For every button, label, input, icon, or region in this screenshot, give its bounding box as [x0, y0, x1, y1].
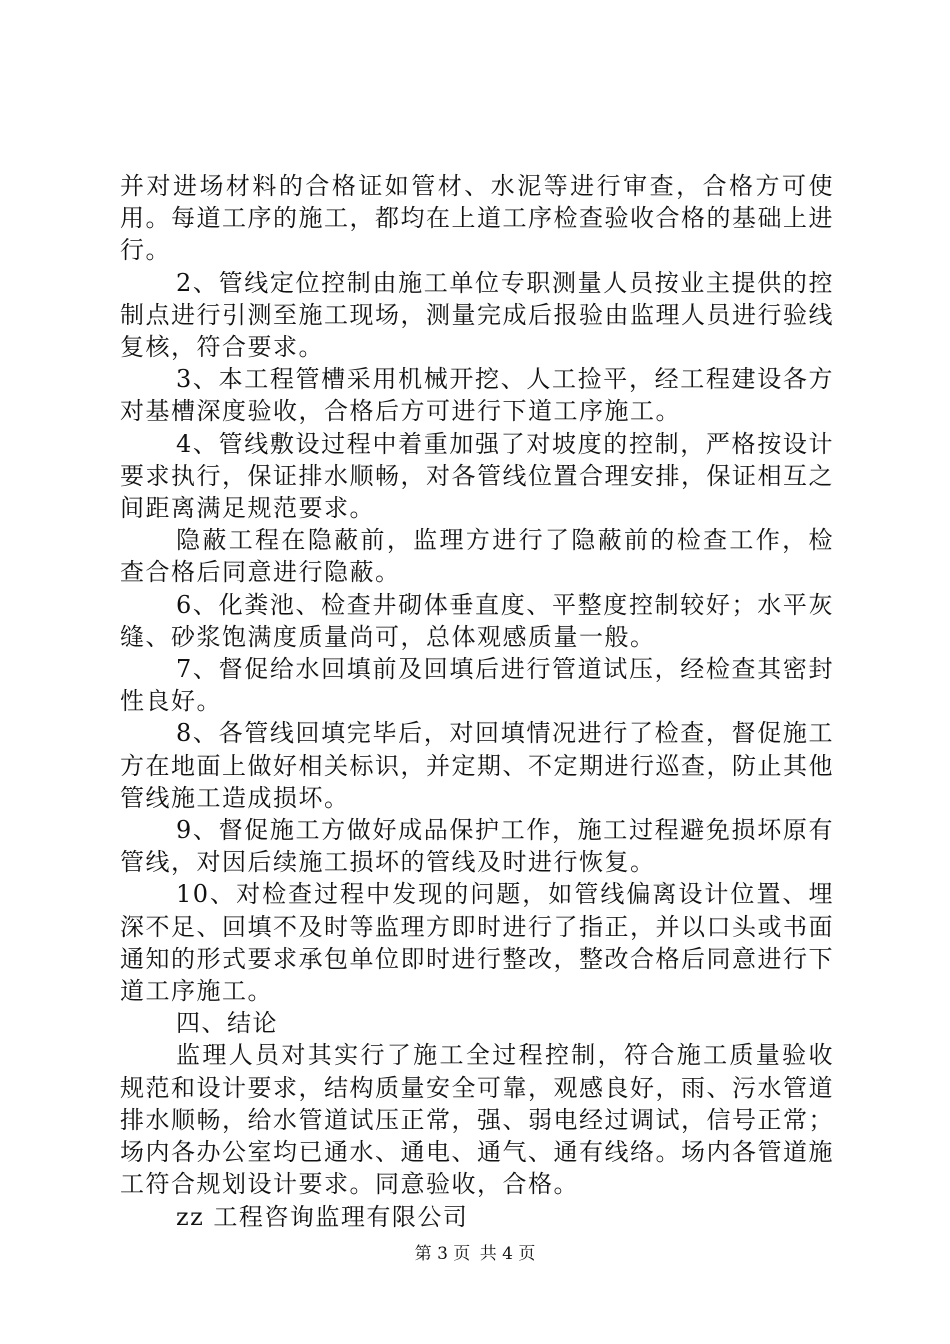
- paragraph-item-6: 6、化粪池、检查井砌体垂直度、平整度控制较好；水平灰缝、砂浆饱满度质量尚可，总体观感质量一般。: [120, 590, 834, 651]
- paragraph-item-3: 3、本工程管槽采用机械开挖、人工捡平，经工程建设各方对基槽深度验收，合格后方可进行下道工序施工。: [120, 365, 834, 426]
- paragraph-conclusion: 监理人员对其实行了施工全过程控制，符合施工质量验收规范和设计要求，结构质量安全可靠，观感良好，雨、污水管道排水顺畅，给水管道试压正常，强、弱电经过调试，信号正常；场内各办公室均已通水、通电、通气、通有线络。场内各管道施工符合规划设计要求。同意验收，合格。: [120, 1041, 834, 1199]
- paragraph-item-2: 2、管线定位控制由施工单位专职测量人员按业主提供的控制点进行引测至施工现场，测量完成后报验由监理人员进行验线复核，符合要求。: [120, 268, 834, 362]
- paragraph-item-10: 10、对检查过程中发现的问题，如管线偏离设计位置、埋深不足、回填不及时等监理方即时进行了指正，并以口头或书面通知的形式要求承包单位即时进行整改，整改合格后同意进行下道工序施工。: [120, 880, 834, 1006]
- document-body: [120, 170, 834, 1233]
- company-signature: zz 工程咨询监理有限公司: [176, 1202, 469, 1231]
- current-page-number: 第 3 页: [414, 1244, 471, 1264]
- paragraph-hidden-works: 隐蔽工程在隐蔽前，监理方进行了隐蔽前的检查工作，检查合格后同意进行隐蔽。: [120, 526, 834, 587]
- paragraph-item-8: 8、各管线回填完毕后，对回填情况进行了检查，督促施工方在地面上做好相关标识，并定期、不定期进行巡查，防止其他管线施工造成损坏。: [120, 719, 834, 812]
- paragraph-item-7: 7、督促给水回填前及回填后进行管道试压，经检查其密封性良好。: [120, 655, 834, 716]
- paragraph-continued: 并对进场材料的合格证如管材、水泥等进行审查，合格方可使用。每道工序的施工，都均在上道工序检查验收合格的基础上进行。: [120, 172, 834, 265]
- section-heading-conclusion: 四、结论: [176, 1009, 278, 1038]
- paragraph-item-4: 4、管线敷设过程中着重加强了对坡度的控制，严格按设计要求执行，保证排水顺畅，对各管线位置合理安排，保证相互之间距离满足规范要求。: [120, 429, 834, 523]
- page-footer: [0, 1243, 950, 1265]
- paragraph-item-9: 9、督促施工方做好成品保护工作，施工过程避免损坏原有管线，对因后续施工损坏的管线及时进行恢复。: [120, 816, 834, 877]
- total-pages: 共 4 页: [479, 1244, 536, 1264]
